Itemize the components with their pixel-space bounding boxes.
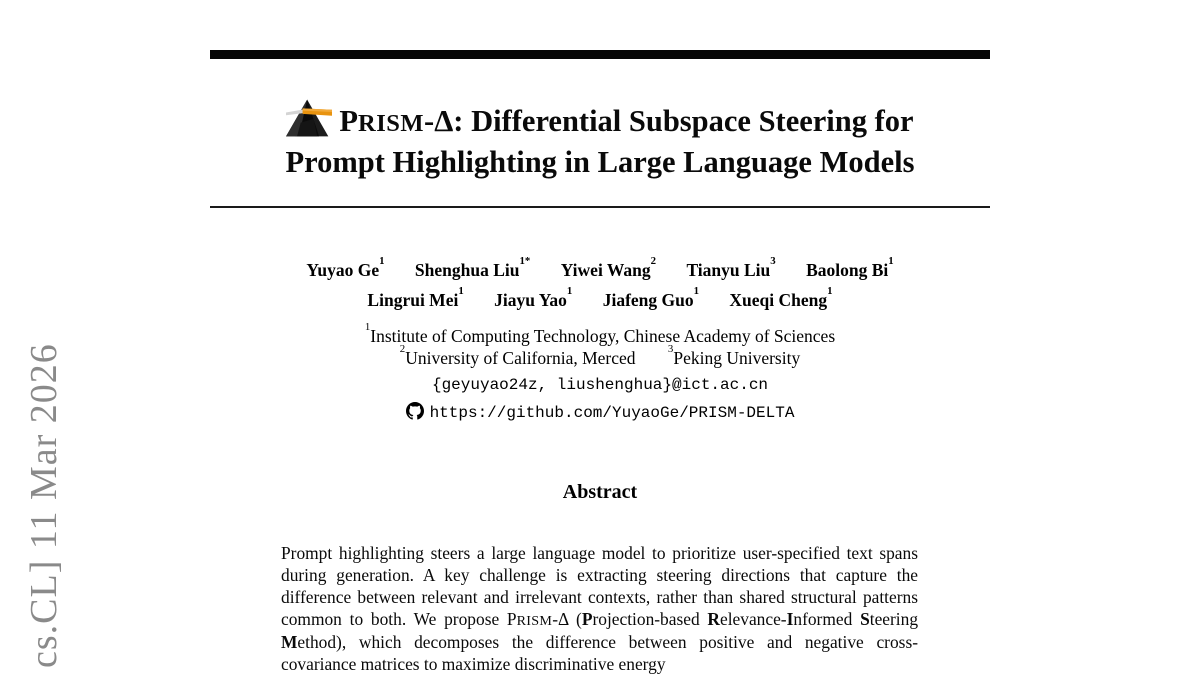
author-affil-sup: 2: [650, 255, 657, 268]
affiliation-sup: 2: [399, 343, 406, 356]
arxiv-watermark: cs.CL] 11 Mar 2026: [23, 343, 65, 668]
contact-email: {geyuyao24z, liushenghua}@ict.ac.cn: [431, 376, 769, 394]
affiliation-sup: 3: [667, 343, 674, 356]
affiliation-sup: 1: [364, 321, 371, 334]
affiliation-row-1: [160, 321, 1040, 347]
title-rule-bottom: [210, 206, 990, 208]
author: Tianyu Liu$^3$: [686, 255, 776, 280]
prism-icon: [286, 98, 332, 138]
github-icon: [406, 402, 424, 420]
github-url-link[interactable]: https://github.com/YuyaoGe/PRISM-DELTA: [429, 404, 795, 422]
author-affil-sup: 1: [458, 285, 464, 298]
author: Jiafeng Guo$^1$: [602, 285, 700, 310]
github-link-row: [160, 402, 1040, 422]
author-affil-sup: 1: [827, 285, 833, 298]
author-affil-sup: 1: [566, 285, 573, 298]
affiliation-row-2: [160, 343, 1040, 369]
author: Xueqi Cheng$^1$: [729, 285, 833, 310]
author: Yiwei Wang$^2$: [560, 255, 657, 280]
affiliation: $^3$Peking University: [667, 343, 801, 368]
author: Lingrui Mei$^1$: [367, 285, 464, 310]
title-prism-rism: RISM: [358, 110, 425, 137]
affiliation: $^2$University of California, Merced: [399, 343, 636, 368]
author-affil-sup: 1: [693, 285, 700, 298]
title-rule-top: [210, 50, 990, 59]
author-affil-sup: 3: [770, 255, 776, 268]
affiliation: $^1$Institute of Computing Technology, Chinese Academy of Sciences: [364, 321, 836, 346]
author-row-2: [160, 285, 1040, 311]
author-row-1: [160, 255, 1040, 281]
author: Yuyao Ge$^1$: [306, 255, 385, 280]
paper-title-line2: Prompt Highlighting in Large Language Models: [285, 145, 915, 179]
title-line1-rest: -Δ: Differential Subspace Steering for: [424, 104, 914, 138]
paper-title: [210, 98, 990, 182]
title-prism-p: P: [339, 104, 359, 138]
author-affil-sup: 1*: [519, 255, 531, 268]
author: Shenghua Liu$^{1*}$: [414, 255, 531, 280]
abstract-heading: Abstract: [562, 481, 638, 503]
author-affil-sup: 1: [888, 255, 894, 268]
author: Jiayu Yao$^1$: [494, 285, 573, 310]
abstract-text: Prompt highlighting steers a large language model to prioritize user-specified text spans during generation. A key challenge is extracting steering directions that capture the difference between relevant and irrelevant contexts, rather than shared structural patterns common to both. We propose PRISM-Δ (Projection-based Relevance-Informed Steering Method), which decomposes the difference between positive and negative cross-covariance matrices to maximize discriminative energy: [281, 543, 919, 674]
paper-title-line1: [210, 98, 990, 143]
author: Baolong Bi$^1$: [806, 255, 894, 280]
author-affil-sup: 1: [379, 255, 385, 268]
